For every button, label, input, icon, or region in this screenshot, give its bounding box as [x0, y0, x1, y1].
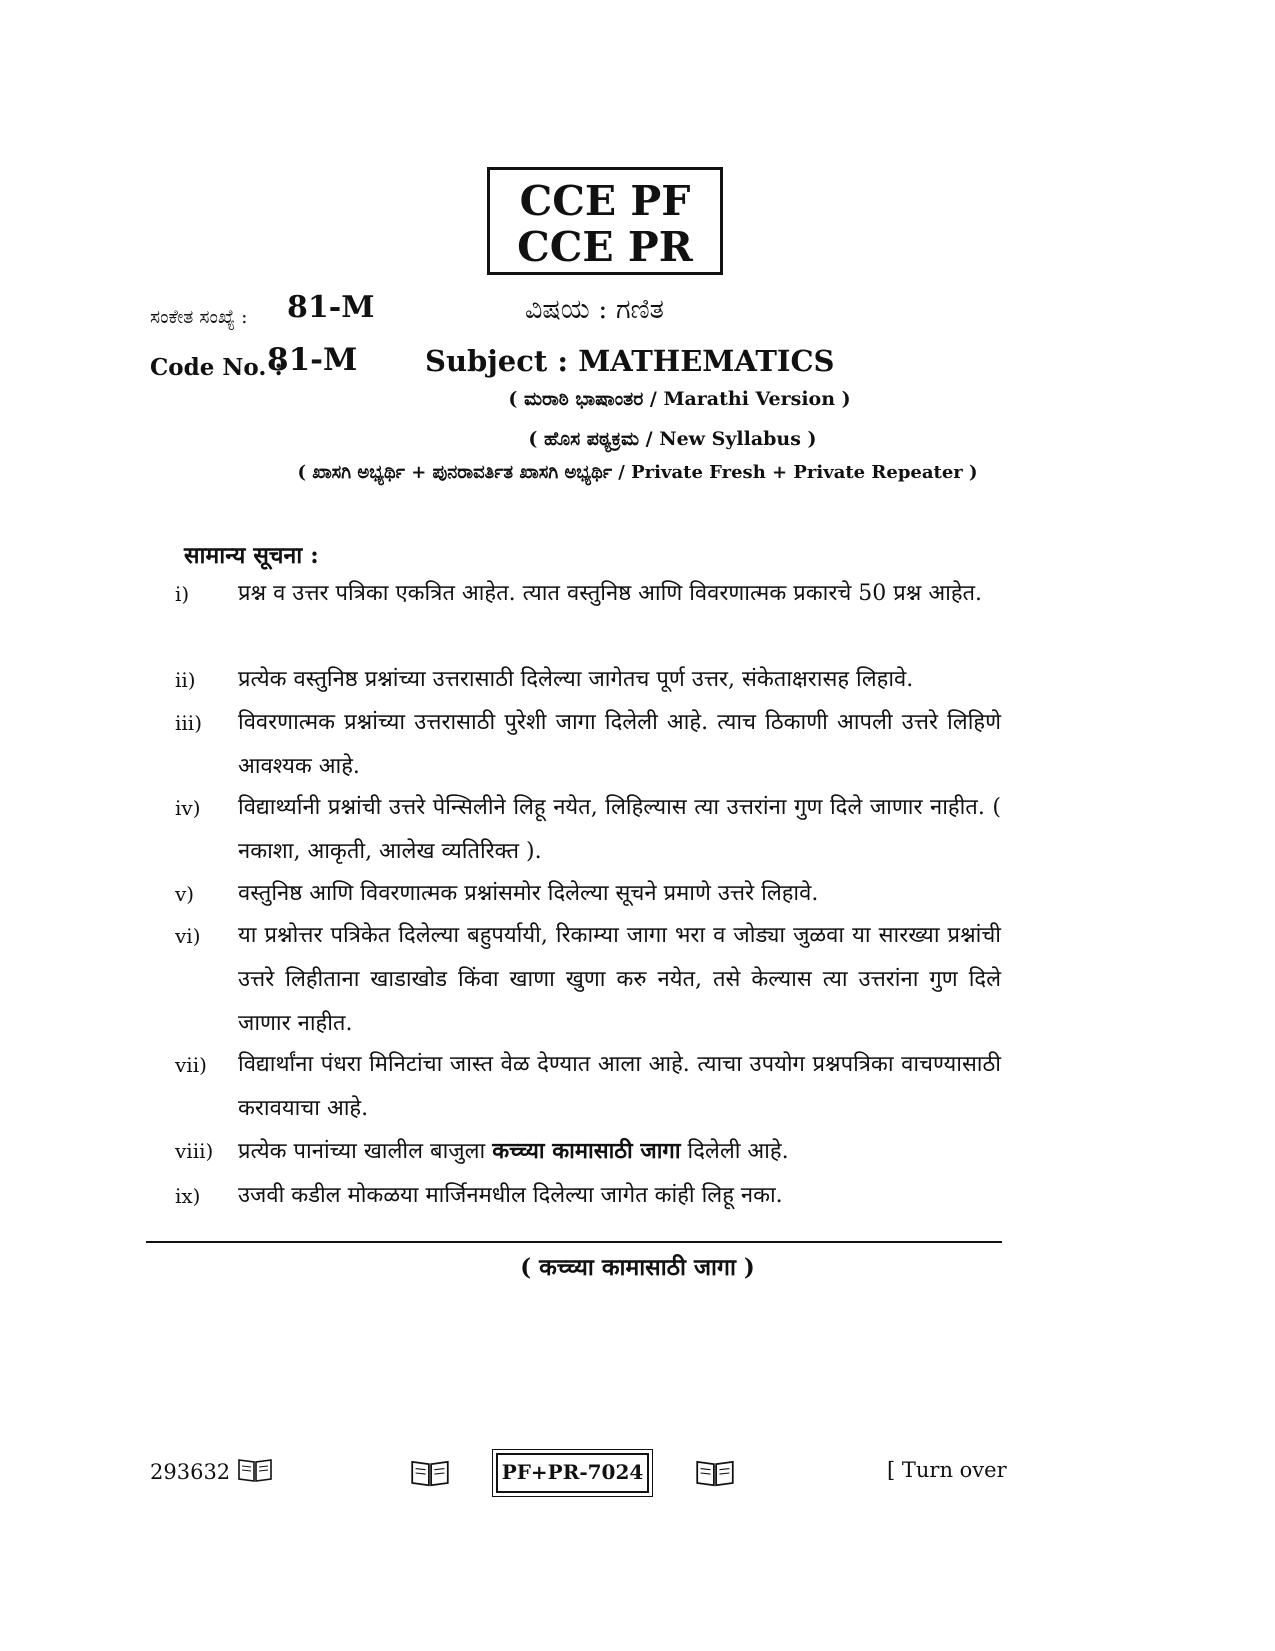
- kannada-code-label: ಸಂಕೇತ ಸಂಖ್ಯೆ :: [150, 306, 248, 328]
- instruction-text-bold: कच्च्या कामासाठी जागा: [492, 1138, 681, 1164]
- instruction-item: [175, 1129, 1001, 1174]
- instruction-number: viii): [175, 1139, 214, 1163]
- rough-work-label: ( कच्च्या कामासाठी जागा ): [520, 1254, 755, 1281]
- syllabus-line: ( ಹೊಸ ಪಠ್ಯಕ್ರಮ / New Syllabus ): [528, 428, 817, 450]
- instruction-number: ix): [175, 1184, 201, 1208]
- instruction-item: [175, 872, 1001, 916]
- version-line: ( ಮರಾಠಿ ಭಾಷಾಂತರ / Marathi Version ): [508, 388, 851, 410]
- instruction-number: ii): [175, 668, 196, 692]
- candidates-line: ( ಖಾಸಗಿ ಅಭ್ಯರ್ಥಿ + ಪುನರಾವರ್ತಿತ ಖಾಸಗಿ ಅಭ್ಯರ್ಥಿ / Private Fresh + Private Repeater ): [297, 462, 978, 483]
- kannada-code-value: 81-M: [287, 290, 375, 325]
- instruction-text: विद्यार्थांना पंधरा मिनिटांचा जास्त वेळ देण्यात आला आहे. त्याचा उपयोग प्रश्नपत्रिका वाचण्यासाठी करावयाचा आहे.: [238, 1052, 1001, 1121]
- book-icon: [237, 1457, 273, 1483]
- instruction-number: i): [175, 582, 190, 606]
- instruction-item: [175, 1043, 1001, 1131]
- instruction-text: प्रश्न व उत्तर पत्रिका एकत्रित आहेत. त्यात वस्तुनिष्ठ आणि विवरणात्मक प्रकारचे 50 प्रश्न आहेत.: [238, 581, 983, 606]
- instruction-text: [238, 1129, 1001, 1174]
- instruction-item: [175, 1174, 1001, 1218]
- divider-line: [146, 1241, 1002, 1243]
- code-label: Code No. :: [150, 354, 283, 381]
- instruction-text-after: दिलेली आहे.: [680, 1139, 789, 1164]
- instruction-text: विवरणात्मक प्रश्नांच्या उत्तरासाठी पुरेशी जागा दिलेली आहे. त्याच ठिकाणी आपली उत्तरे लिहिणे आवश्यक आहे.: [238, 710, 1001, 779]
- kannada-subject: ವಿಷಯ : ಗಣಿತ: [525, 294, 664, 325]
- exam-title-line-1: CCE PF: [519, 177, 691, 225]
- instruction-text: वस्तुनिष्ठ आणि विवरणात्मक प्रश्नांसमोर दिलेल्या सूचने प्रमाणे उत्तरे लिहावे.: [238, 881, 819, 906]
- instruction-text: उजवी कडील मोकळया मार्जिनमधील दिलेल्या जागेत कांही लिहू नका.: [238, 1183, 783, 1208]
- subject-title: Subject : MATHEMATICS: [425, 344, 835, 378]
- instructions-heading: सामान्य सूचना :: [184, 542, 319, 569]
- instruction-item: [175, 572, 1001, 616]
- book-icon: [695, 1458, 735, 1488]
- turn-over-text: [ Turn over: [887, 1458, 1007, 1482]
- serial-number: 293632: [150, 1460, 231, 1484]
- instruction-number: vi): [175, 924, 201, 948]
- code-row: [150, 342, 1050, 388]
- instruction-item: [175, 701, 1001, 789]
- instruction-number: iii): [175, 711, 202, 735]
- paper-code: PF+PR-7024: [496, 1453, 649, 1493]
- exam-title-line-2: CCE PR: [517, 223, 693, 271]
- instruction-number: iv): [175, 796, 201, 820]
- instruction-text: प्रत्येक वस्तुनिष्ठ प्रश्नांच्या उत्तरासाठी दिलेल्या जागेतच पूर्ण उत्तर, संकेताक्षरासह लिहावे.: [238, 667, 914, 692]
- instruction-item: [175, 658, 1001, 702]
- instruction-text: या प्रश्नोत्तर पत्रिकेत दिलेल्या बहुपर्यायी, रिकाम्या जागा भरा व जोड्या जुळवा या सारख्या प्रश्नांची उत्तरे लिहीताना खाडाखोड किंवा खाणा खुणा करु नयेत, तसे केल्यास त्या उत्तरांना गुण दिले जाणार नाहीत.: [238, 923, 1001, 1036]
- exam-title-box: [487, 167, 723, 275]
- instruction-number: v): [175, 882, 195, 906]
- footer-serial: [150, 1457, 273, 1484]
- instruction-text: विद्यार्थ्यानी प्रश्नांची उत्तरे पेन्सिलीने लिहू नयेत, लिहिल्यास त्या उत्तरांना गुण दिले जाणार नाहीत. ( नकाशा, आकृती, आलेख व्यतिरिक्त ).: [238, 795, 1001, 864]
- instruction-item: [175, 786, 1001, 874]
- instruction-number: vii): [175, 1053, 207, 1077]
- book-icon: [410, 1458, 450, 1488]
- kannada-code-row: [150, 290, 1050, 334]
- code-value: 81-M: [267, 342, 358, 378]
- instruction-item: [175, 914, 1001, 1046]
- instruction-text-before: प्रत्येक पानांच्या खालील बाजुला: [238, 1139, 493, 1164]
